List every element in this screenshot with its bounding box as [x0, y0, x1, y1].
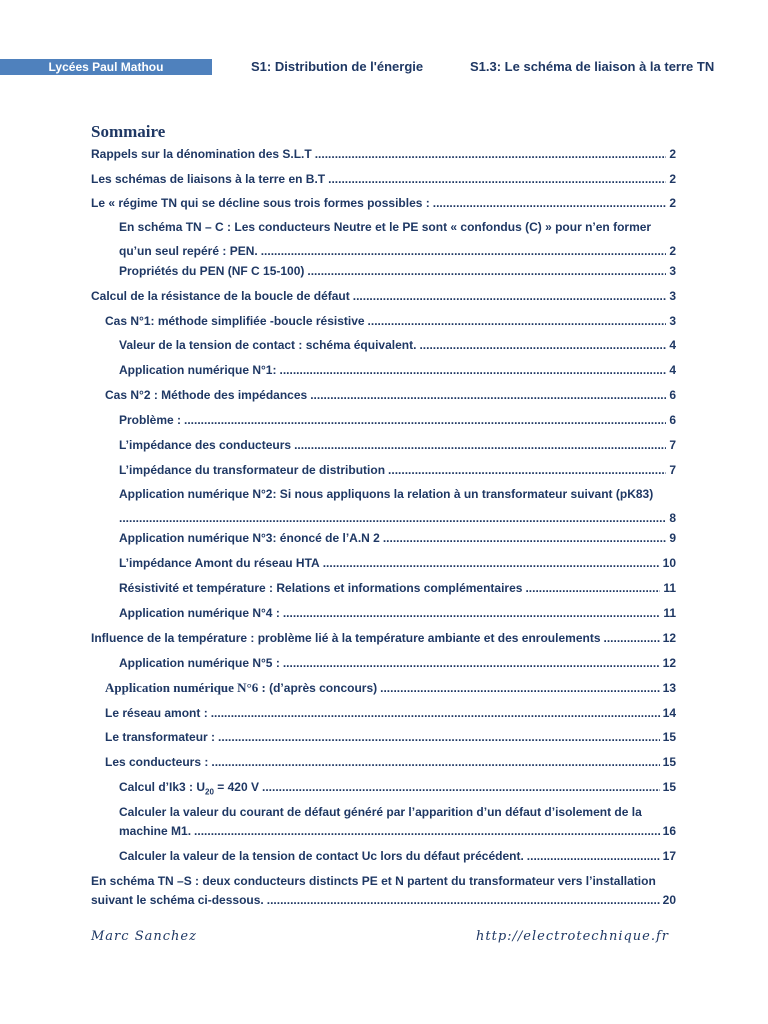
- toc-entry[interactable]: [105, 678, 676, 698]
- toc-entry-page: 12: [662, 631, 676, 645]
- toc-entry[interactable]: [119, 529, 676, 548]
- toc-entry-page: 2: [669, 172, 676, 186]
- toc-entry-text: Cas N°1: méthode simplifiée -boucle résistive: [105, 314, 365, 328]
- toc-entry-page: 2: [669, 244, 676, 258]
- toc-entry[interactable]: [91, 194, 676, 213]
- toc-heading: Sommaire: [91, 122, 166, 141]
- toc-entry-page: 3: [669, 264, 676, 278]
- toc-entry-text: Application numérique N°2: Si nous appliquons la relation à un transformateur suivant (pK83): [119, 487, 654, 501]
- course-title: S1: Distribution de l'énergie: [251, 59, 424, 74]
- toc-entry-text: Application numérique N°5 :: [119, 656, 280, 670]
- toc-entry-text: Les schémas de liaisons à la terre en B.T: [91, 172, 326, 186]
- toc-entry-text: Calcul d’Ik3 : U: [119, 780, 206, 794]
- toc-entry-text: Calculer la valeur du courant de défaut généré par l’apparition d’un défaut d’isolement de la: [119, 805, 642, 819]
- toc-entry[interactable]: [119, 803, 676, 841]
- toc-entry[interactable]: [119, 336, 676, 355]
- toc-entry-page: 13: [662, 681, 676, 695]
- toc-entry-text: Résistivité et température : Relations et informations complémentaires: [119, 581, 523, 595]
- toc-entry-text: Calcul de la résistance de la boucle de défaut: [91, 289, 350, 303]
- chapter-title: S1.3: Le schéma de liaison à la terre TN: [470, 59, 715, 74]
- school-name: Lycées Paul Mathou: [0, 59, 212, 75]
- toc-entry[interactable]: [119, 262, 676, 281]
- toc-entry[interactable]: [119, 579, 676, 598]
- toc-entry-text: Application numérique N°3: énoncé de l’A.N 2: [119, 531, 380, 545]
- toc-entry-text: Influence de la température : problème lié à la température ambiante et des enroulements: [91, 631, 601, 645]
- toc-entry[interactable]: [119, 436, 676, 455]
- footer-website[interactable]: http://electrotechnique.fr: [476, 929, 670, 944]
- toc-entry-page: 11: [663, 606, 676, 620]
- toc-entry[interactable]: [105, 753, 676, 772]
- toc-entry[interactable]: [119, 361, 676, 380]
- toc-entry-text-end: = 420 V: [213, 780, 259, 794]
- toc-entry-page: 17: [662, 849, 676, 863]
- toc-entry[interactable]: [105, 728, 676, 747]
- toc-entry-text-cont: qu’un seul repéré : PEN.: [119, 244, 258, 258]
- toc-entry-page: 15: [662, 730, 676, 744]
- toc-entry[interactable]: [119, 847, 676, 866]
- toc-entry-text: Problème :: [119, 413, 182, 427]
- toc-entry[interactable]: [119, 654, 676, 673]
- toc-entry[interactable]: [91, 629, 676, 648]
- footer-author: Marc Sanchez: [91, 929, 197, 944]
- toc-entry-text-note: (d’après concours): [269, 681, 378, 695]
- toc-entry-page: 15: [662, 780, 676, 794]
- toc-entry-text-cont: machine M1.: [119, 824, 192, 838]
- toc-entry-text: Le transformateur :: [105, 730, 216, 744]
- toc-entry[interactable]: [119, 554, 676, 573]
- toc-entry-page: 7: [669, 463, 676, 477]
- toc-entry[interactable]: [119, 485, 676, 528]
- toc-entry-page: 15: [662, 755, 676, 769]
- toc-entry-text: L’impédance Amont du réseau HTA: [119, 556, 320, 570]
- toc-entry[interactable]: [119, 604, 676, 623]
- toc-entry-page: 7: [669, 438, 676, 452]
- toc-entry-page: 4: [669, 338, 676, 352]
- toc-entry-text: Rappels sur la dénomination des S.L.T: [91, 147, 312, 161]
- toc-entry-text: Application numérique N°4 :: [119, 606, 280, 620]
- page-header: [0, 58, 768, 78]
- toc-entry-text-cont: suivant le schéma ci-dessous.: [91, 893, 264, 907]
- toc-entry-text: L’impédance du transformateur de distribution: [119, 463, 386, 477]
- toc-entry-page: 6: [669, 413, 676, 427]
- toc-entry-text: Calculer la valeur de la tension de contact Uc lors du défaut précédent.: [119, 849, 524, 863]
- toc-entry-text: Les conducteurs :: [105, 755, 209, 769]
- toc-entry-text: L’impédance des conducteurs: [119, 438, 292, 452]
- toc-entry[interactable]: [119, 411, 676, 430]
- toc-entry[interactable]: [119, 218, 676, 261]
- toc-entry-page: 9: [669, 531, 676, 545]
- toc-entry-page: 20: [662, 893, 676, 907]
- toc-entry[interactable]: [91, 145, 676, 164]
- toc-entry-page: 3: [669, 289, 676, 303]
- toc-entry-page: 16: [662, 824, 676, 838]
- toc-entry-page: 3: [669, 314, 676, 328]
- toc-entry[interactable]: [119, 778, 676, 801]
- toc-entry-page: 2: [669, 196, 676, 210]
- toc-entry[interactable]: [105, 386, 676, 405]
- toc-entry-text: Valeur de la tension de contact : schéma équivalent.: [119, 338, 417, 352]
- toc-entry-page: 10: [662, 556, 676, 570]
- toc-entry[interactable]: [105, 704, 676, 723]
- toc-entry-page: 12: [662, 656, 676, 670]
- toc-entry[interactable]: [91, 170, 676, 189]
- toc-entry[interactable]: [119, 461, 676, 480]
- toc-entry-text: Le « régime TN qui se décline sous trois formes possibles :: [91, 196, 430, 210]
- toc-entry-page: 2: [669, 147, 676, 161]
- toc-entry-text: En schéma TN – C : Les conducteurs Neutre et le PE sont « confondus (C) » pour n’en former: [119, 220, 652, 234]
- toc-entry[interactable]: [105, 312, 676, 331]
- toc-entry-page: 8: [669, 511, 676, 525]
- toc-entry-page: 6: [669, 388, 676, 402]
- toc-entry-text: Cas N°2 : Méthode des impédances: [105, 388, 308, 402]
- toc-entry-subscript: 20: [205, 787, 214, 797]
- toc-entry-text: Application numérique N°1:: [119, 363, 277, 377]
- toc-entry-page: 14: [662, 706, 676, 720]
- toc-entry[interactable]: [91, 872, 676, 910]
- toc-entry-page: 4: [669, 363, 676, 377]
- toc-entry-text: Application numérique N°6 :: [105, 680, 270, 695]
- toc-entry-text: En schéma TN –S : deux conducteurs distincts PE et N partent du transformateur vers l’installation: [91, 874, 656, 888]
- toc-entry-text: Le réseau amont :: [105, 706, 208, 720]
- toc-entry-text: Propriétés du PEN (NF C 15-100): [119, 264, 305, 278]
- toc-entry[interactable]: [91, 287, 676, 306]
- toc-entry-page: 11: [663, 581, 676, 595]
